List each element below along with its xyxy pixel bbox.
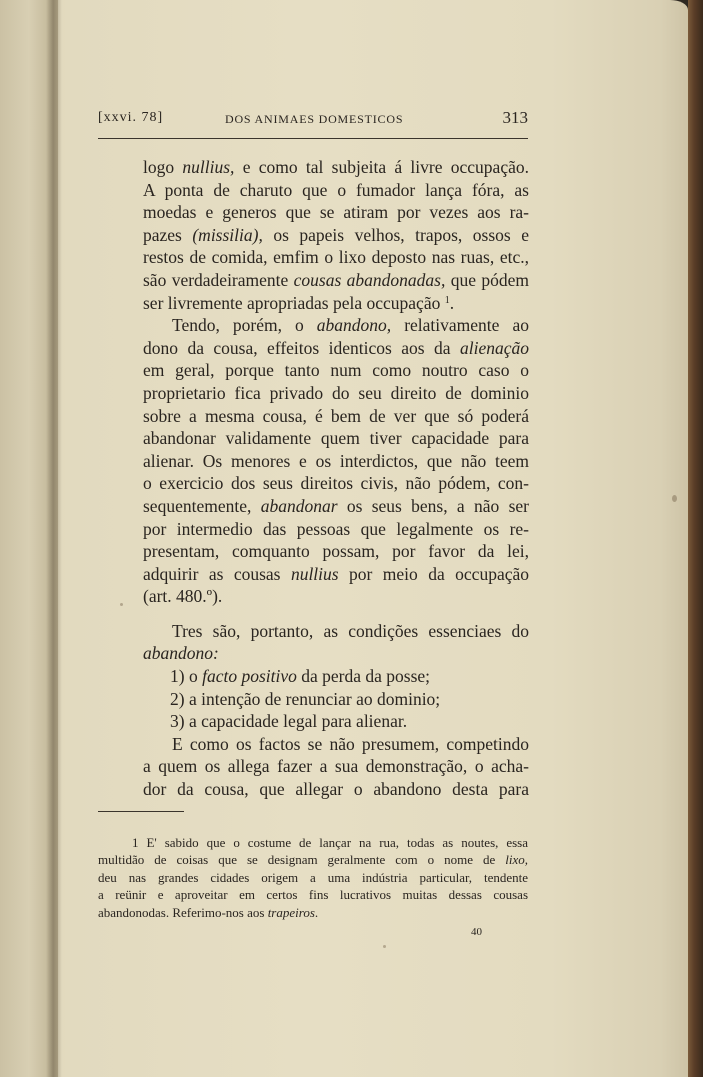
text-line: adquirir as cousas nullius por meio da occupação xyxy=(143,563,529,584)
text-line: A ponta de charuto que o fumador lança fóra, as xyxy=(143,179,529,200)
paragraph-gap xyxy=(143,608,529,620)
paper-speck xyxy=(383,945,386,948)
paper-speck xyxy=(672,495,677,502)
text-line: dono da cousa, effeitos identicos aos da alienação xyxy=(143,337,529,358)
footnote-line: multidão de coisas que se designam geralmente com o nome de lixo, xyxy=(98,852,528,868)
text-line: restos de comida, emfim o lixo deposto nas ruas, etc., xyxy=(143,247,529,268)
footnote xyxy=(98,834,528,921)
text-line: presentam, comquanto possam, por favor da lei, xyxy=(143,541,529,562)
paper-speck xyxy=(120,603,123,606)
page-number: 313 xyxy=(502,108,528,127)
text-line: logo nullius, e como tal subjeita á livre occupação. xyxy=(143,157,529,177)
footnote-line: deu nas grandes cidades origem a uma indústria particular, tendente xyxy=(98,869,528,885)
text-line: sobre a mesma cousa, é bem de ver que só poderá xyxy=(143,405,529,426)
text-line: sequentemente, abandonar os seus bens, a não ser xyxy=(143,495,530,516)
text-line: o exercicio dos seus direitos civis, não pódem, con- xyxy=(143,473,529,494)
header-rule xyxy=(98,138,528,139)
footnote-line: 1 E' sabido que o costume de lançar na rua, todas as noutes, essa xyxy=(132,835,528,850)
text-line: alienar. Os menores e os interdictos, que não teem xyxy=(143,450,529,471)
gutter-shadow xyxy=(46,0,62,1077)
text-line: Tendo, porém, o abandono, relativamente ao xyxy=(172,315,529,336)
running-title: DOS ANIMAES DOMESTICOS xyxy=(225,112,404,126)
running-head xyxy=(98,108,528,132)
text-line: pazes (missilia), os papeis velhos, trapos, ossos e xyxy=(143,224,529,245)
text-line: abandono: xyxy=(143,643,219,664)
text-line: a quem os allega fazer a sua demonstração, o acha- xyxy=(143,756,529,777)
text-line: abandonar validamente quem tiver capacidade para xyxy=(143,428,529,449)
footnote-rule xyxy=(98,811,184,812)
list-item: 2) a intenção de renunciar ao dominio; xyxy=(170,688,441,709)
text-line: em geral, porque tanto num como noutro caso o xyxy=(143,360,529,381)
footnote-line: a reünir e aproveitar em certos fins lucrativos muitas dessas cousas xyxy=(98,887,528,903)
footnote-line: abandonodas. Referimo-nos aos trapeiros. xyxy=(98,904,319,920)
text-line: moedas e generos que se atiram por vezes aos ra- xyxy=(143,202,529,223)
book-edge xyxy=(688,0,703,1077)
text-line: são verdadeiramente cousas abandonadas, que pódem xyxy=(143,269,529,290)
text-line: ser livremente apropriadas pela occupação $^1$. xyxy=(143,292,455,313)
printer-signature: 40 xyxy=(471,926,482,938)
text-line: (art. 480.º). xyxy=(143,586,223,607)
section-reference: [xxvi. 78] xyxy=(98,110,164,125)
body-text xyxy=(143,156,529,801)
text-line: por intermedio das pessoas que legalmente os re- xyxy=(143,518,529,539)
list-item: 1) o facto positivo da perda da posse; xyxy=(170,666,431,687)
text-line: dor da cousa, que allegar o abandono desta para xyxy=(143,779,529,800)
text-line: Tres são, portanto, as condições essenciaes do xyxy=(172,620,529,641)
text-line: E como os factos se não presumem, competindo xyxy=(172,733,529,754)
list-item: 3) a capacidade legal para alienar. xyxy=(170,711,408,732)
text-line: proprietario fica privado do seu direito de dominio xyxy=(143,382,529,403)
footnote-marker: 1 xyxy=(444,294,450,306)
